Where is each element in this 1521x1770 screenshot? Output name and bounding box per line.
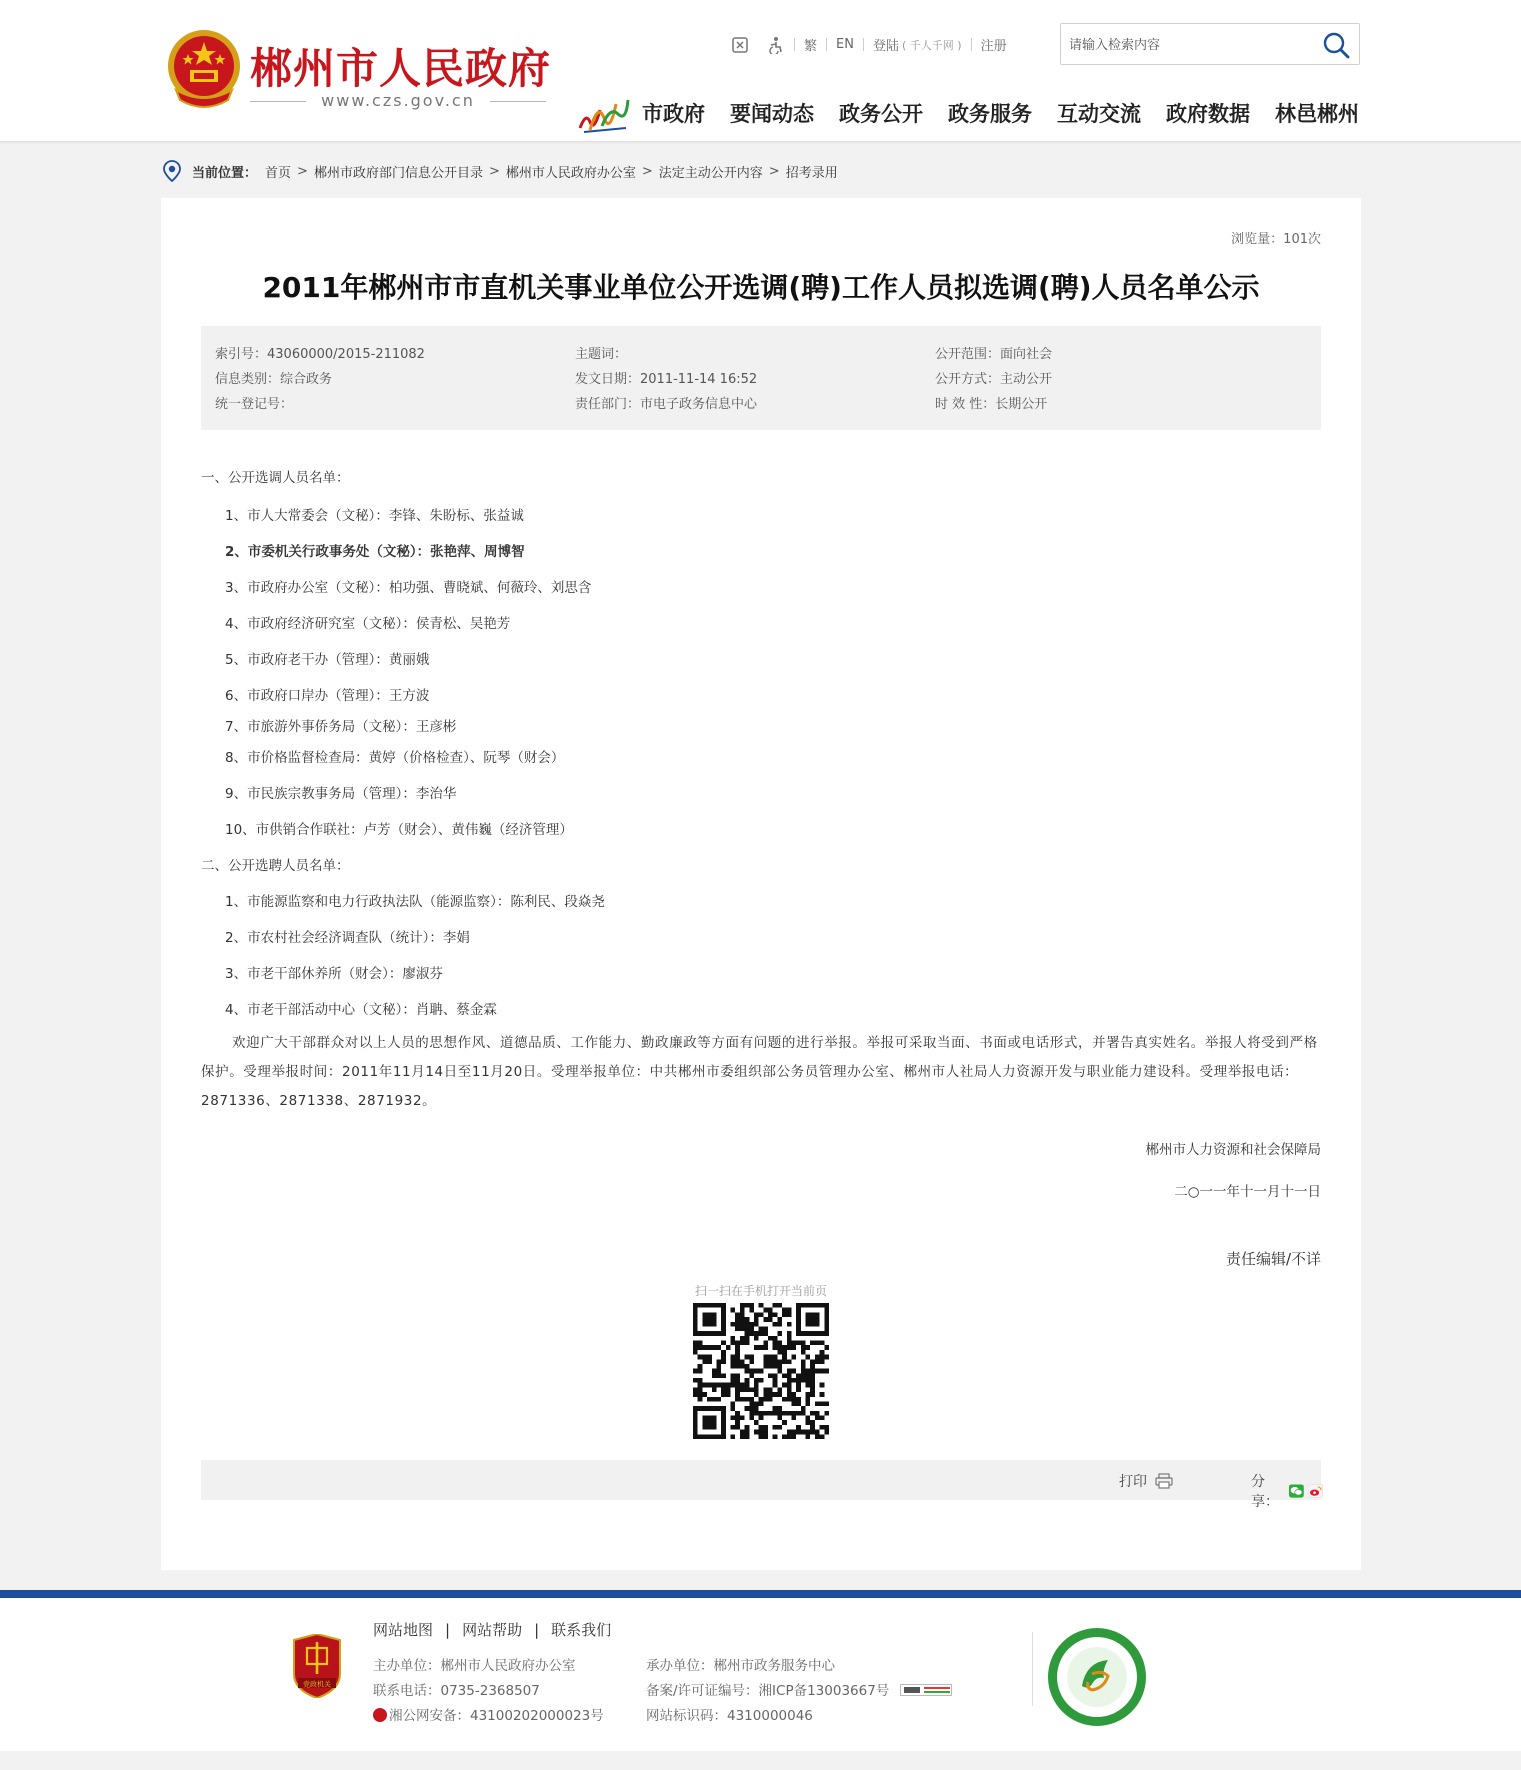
list-item: 7、市旅游外事侨务局（文秘）：王彦彬 [225, 719, 457, 735]
list-item: 2、市农村社会经济调查队（统计）：李娟 [225, 930, 470, 946]
elder-mode-icon [731, 36, 749, 54]
section-heading: 一、公开选调人员名单： [201, 470, 350, 486]
view-count: 浏览量：101次 [1231, 232, 1321, 247]
footer-link-sitemap[interactable]: 网站地图 [373, 1621, 434, 1639]
share-bar [201, 1460, 1321, 1510]
report-paragraph: 欢迎广大干部群众对以上人员的思想作风、道德品质、工作能力、勤政廉政等方面有问题的进行举报。举报可采取当面、书面或电话形式，并署告真实姓名。举报人将受到严格保护。受理举报时间：2011年11月14日至11月20日。受理举报单位：中共郴州市委组织部公务员管理办公室、郴州市人社局人力资源开发与职业能力建设科。受理举报电话：2871336、2871338、2871932。 [201, 1035, 1318, 1109]
print-button[interactable] [1119, 1471, 1173, 1491]
english-link[interactable]: EN [836, 37, 854, 52]
list-item: 3、市政府办公室（文秘）：柏功强、曹晓斌、何薇玲、刘思含 [225, 580, 592, 596]
civilization-city-badge-icon[interactable] [1046, 1626, 1148, 1728]
list-item: 9、市民族宗教事务局（管理）：李治华 [225, 786, 457, 802]
footer-icp-text: 备案/许可证编号：湘ICP备13003667号 [646, 1683, 890, 1699]
meta-department: 责任部门：市电子政务信息中心 [575, 397, 758, 412]
breadcrumb-public-content[interactable]: 法定主动公开内容 [658, 165, 763, 181]
list-item: 2、市委机关行政事务处（文秘）：张艳萍、周博智 [225, 544, 525, 560]
list-item: 6、市政府口岸办（管理）：王方波 [225, 688, 430, 704]
main-nav [576, 92, 1359, 134]
bottom-strip [0, 1751, 1521, 1770]
cnzz-badge-icon [900, 1684, 952, 1696]
national-emblem-icon [166, 28, 242, 112]
footer-organizer: 承办单位：郴州市政务服务中心 [646, 1658, 835, 1674]
meta-category: 信息类别：综合政务 [215, 372, 333, 387]
location-pin-icon [162, 160, 182, 182]
site-url: www.czs.gov.cn [250, 91, 546, 110]
accessibility-button[interactable] [758, 36, 794, 54]
nav-item-government-data[interactable]: 政府数据 [1166, 102, 1250, 126]
share-group [1251, 1471, 1323, 1511]
linyi-logo-icon [576, 92, 630, 134]
list-item: 1、市能源监察和电力行政执法队（能源监察）：陈利民、段焱尧 [225, 894, 605, 910]
footer-link-separator: | [534, 1620, 540, 1639]
article-meta-box [201, 326, 1321, 430]
signature-org: 郴州市人力资源和社会保障局 [1145, 1142, 1321, 1158]
register-link[interactable]: 注册 [980, 39, 1007, 54]
meta-date: 发文日期：2011-11-14 16:52 [575, 372, 758, 387]
breadcrumb-separator: > [768, 163, 780, 179]
list-item: 5、市政府老干办（管理）：黄丽娥 [225, 652, 430, 668]
breadcrumb-label: 当前位置： [192, 165, 258, 181]
meta-subject: 主题词： [575, 347, 628, 362]
list-item: 1、市人大常委会（文秘）：李锋、朱盼标、张益诚 [225, 508, 524, 524]
print-label: 打印 [1119, 1474, 1147, 1490]
nav-item-city-government[interactable]: 市政府 [642, 102, 705, 126]
footer-divider [1032, 1632, 1033, 1706]
qr-caption: 扫一扫在手机打开当前页 [694, 1284, 827, 1298]
breadcrumb-home[interactable]: 首页 [265, 165, 292, 181]
wechat-icon[interactable] [1289, 1483, 1304, 1499]
nav-item-linyi-chenzhou[interactable]: 林邑郴州 [1275, 102, 1359, 126]
meta-index-no: 索引号：43060000/2015-211082 [215, 347, 425, 362]
signature-date: 二○一一年十一月十一日 [1174, 1184, 1321, 1200]
nav-item-interaction[interactable]: 互动交流 [1057, 102, 1141, 126]
footer-top-bar [0, 1590, 1521, 1598]
search-icon[interactable] [1321, 30, 1351, 60]
meta-method: 公开方式：主动公开 [935, 372, 1053, 387]
search-box [1060, 23, 1360, 65]
breadcrumb-separator: > [297, 163, 308, 179]
police-emblem-icon [373, 1708, 387, 1722]
breadcrumb [162, 160, 838, 182]
list-item: 8、市价格监督检查局：黄婷（价格检查）、阮琴（财会） [225, 750, 565, 766]
footer-phone: 联系电话：0735-2368507 [373, 1683, 540, 1699]
list-item: 4、市政府经济研究室（文秘）：侯青松、吴艳芳 [225, 616, 511, 632]
elder-mode-button[interactable] [722, 36, 758, 54]
top-toolbar [722, 35, 1016, 54]
footer-link-help[interactable]: 网站帮助 [462, 1621, 523, 1639]
nav-item-news[interactable]: 要闻动态 [730, 102, 814, 126]
badge-text: 党政机关 [303, 1680, 331, 1689]
footer-links [373, 1619, 611, 1640]
party-government-badge-icon[interactable] [290, 1634, 344, 1698]
search-input[interactable] [1069, 33, 1309, 57]
list-item: 3、市老干部休养所（财会）：廖淑芬 [225, 966, 443, 982]
nav-item-public-affairs[interactable]: 政务公开 [839, 102, 923, 126]
site-header [0, 0, 1521, 142]
breadcrumb-office[interactable]: 郴州市人民政府办公室 [505, 165, 636, 181]
login-link[interactable] [864, 35, 971, 54]
list-item: 4、市老干部活动中心（文秘）：肖聃、蔡金霖 [225, 1002, 497, 1018]
share-label: 分享： [1251, 1474, 1279, 1510]
traditional-chinese-link[interactable]: 繁 [804, 39, 818, 54]
breadcrumb-dept-catalog[interactable]: 郴州市政府部门信息公开目录 [313, 165, 483, 181]
footer-link-contact[interactable]: 联系我们 [551, 1621, 612, 1639]
meta-registration-no: 统一登记号： [215, 397, 294, 412]
breadcrumb-separator: > [488, 163, 500, 179]
breadcrumb-recruitment[interactable]: 招考录用 [785, 165, 838, 181]
login-note: ( 千人千网 ) [901, 38, 962, 52]
footer-police-record-text: 湘公网安备：43100202000023号 [389, 1708, 604, 1724]
footer-site-code: 网站标识码：4310000046 [646, 1708, 813, 1724]
nav-item-government-services[interactable]: 政务服务 [948, 102, 1032, 126]
list-item: 10、市供销合作联社：卢芳（财会）、黄伟巍（经济管理） [225, 822, 573, 838]
article-title: 2011年郴州市市直机关事业单位公开选调(聘)工作人员拟选调(聘)人员名单公示 [262, 271, 1260, 304]
meta-validity: 时 效 性：长期公开 [935, 397, 1048, 412]
footer-link-separator: | [445, 1620, 451, 1639]
qr-code [693, 1303, 829, 1439]
breadcrumb-separator: > [641, 163, 653, 179]
printer-icon [1155, 1473, 1173, 1489]
site-title[interactable]: 郴州市人民政府 [250, 44, 552, 93]
accessibility-icon [767, 36, 785, 54]
weibo-icon[interactable] [1308, 1483, 1323, 1499]
site-footer [0, 1598, 1521, 1751]
responsible-editor: 责任编辑/不详 [1225, 1250, 1321, 1268]
footer-sponsor: 主办单位：郴州市人民政府办公室 [373, 1658, 576, 1674]
section-heading: 二、公开选聘人员名单： [201, 858, 350, 874]
meta-scope: 公开范围：面向社会 [935, 347, 1053, 362]
article-container [161, 198, 1361, 1570]
login-label: 登陆 [872, 39, 899, 54]
footer-icp[interactable] [646, 1679, 952, 1699]
footer-police-record[interactable] [373, 1704, 604, 1724]
